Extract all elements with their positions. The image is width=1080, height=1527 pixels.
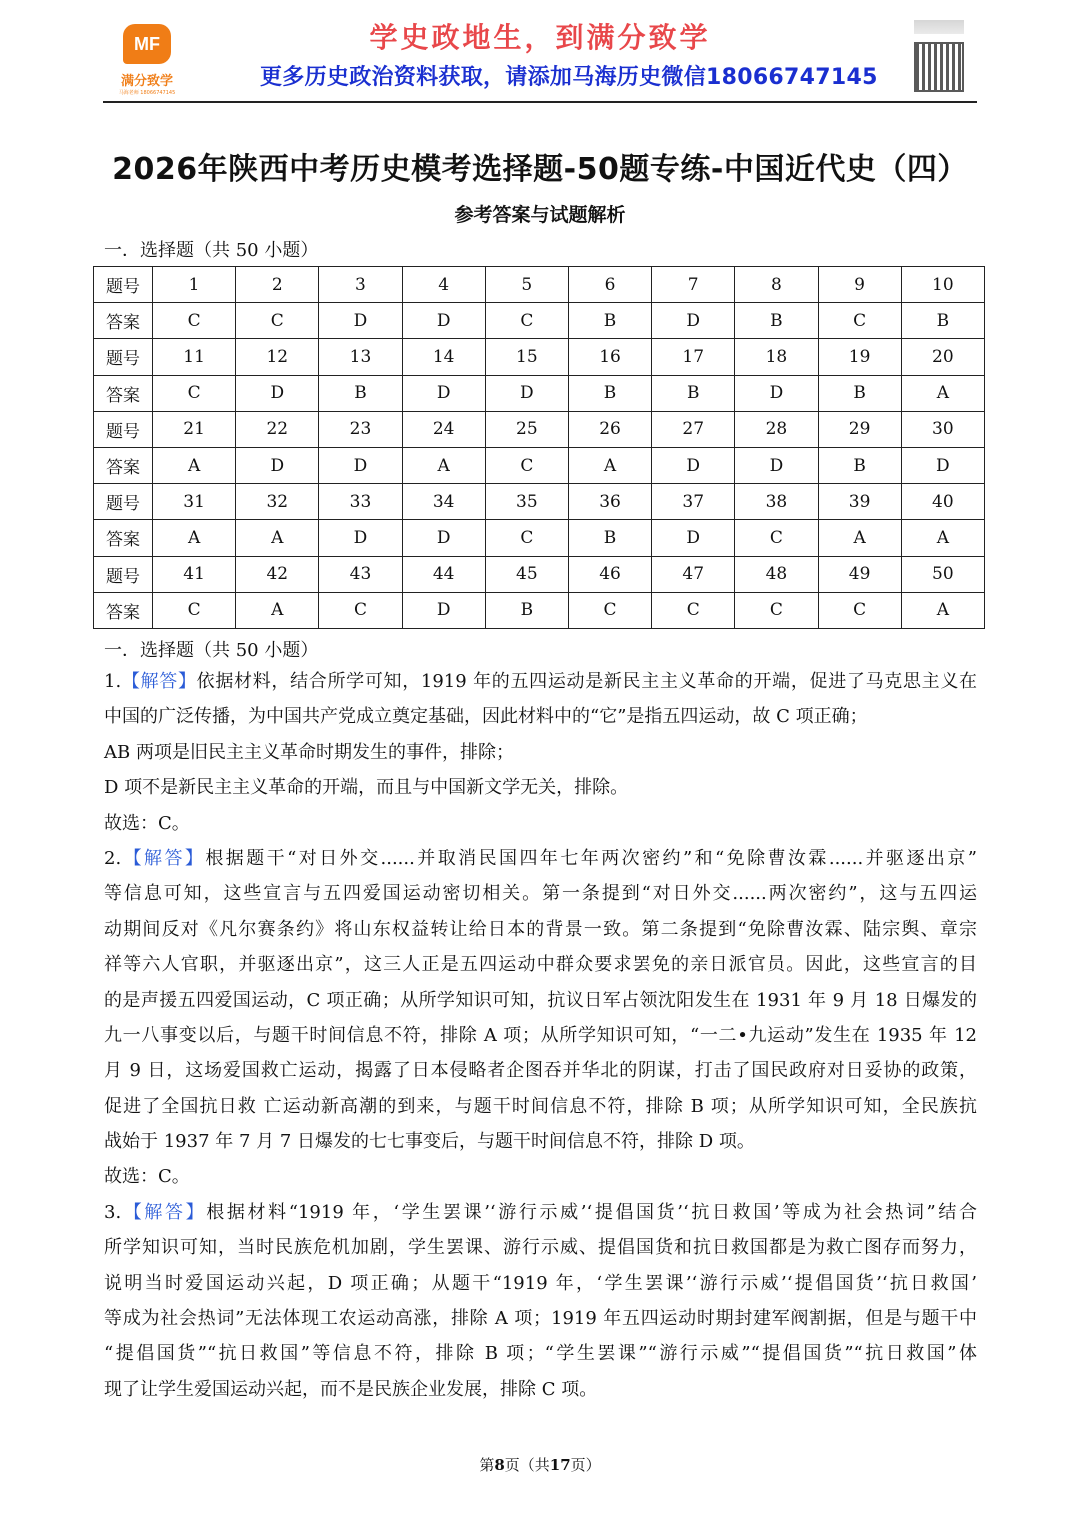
question-number-cell: 6 [568,267,651,303]
explanation-line [104,1336,977,1371]
question-number-cell: 16 [568,339,651,375]
header-slogan: 学史政地生，到满分致学 [369,21,711,54]
question-number-cell: 30 [901,411,984,447]
question-number-cell: 25 [485,411,568,447]
answer-cell: C [818,303,901,339]
question-number-cell: 22 [236,411,319,447]
explanation-text: 促进了全国抗日救 亡运动新高潮的到来，与题干时间信息不符，排除 B 项；从所学知识可知，全民族抗 [104,1095,977,1117]
question-number-cell: 50 [901,556,984,592]
table-row [94,303,985,339]
explanation-line [104,1124,977,1159]
question-number-cell: 28 [735,411,818,447]
answer-cell: D [652,447,735,483]
question-number-cell: 46 [568,556,651,592]
question-number-cell: 1 [153,267,236,303]
answer-tag: 【解答】 [121,847,206,869]
explanation-line [104,1159,977,1194]
explanation-text: 祥等六人官职，并驱逐出京”，这三人正是五四运动中群众要求罢免的亲日派官员。因此，这些宣言的目 [104,954,977,976]
answer-tag: 【解答】 [121,1201,207,1223]
answer-cell: B [652,375,735,411]
answer-cell: C [485,520,568,556]
answer-cell: D [735,447,818,483]
explanation-line [104,1195,977,1230]
header-divider [103,101,977,103]
answer-cell: C [735,520,818,556]
question-number-cell: 15 [485,339,568,375]
question-number-cell: 44 [402,556,485,592]
document-subtitle: 参考答案与试题解析 [454,204,626,226]
answer-cell: D [652,520,735,556]
explanation-text: 月 9 日，这场爱国救亡运动，揭露了日本侵略者企图吞并华北的阴谋，打击了国民政府对日妥协的政策， [104,1060,977,1082]
explanation-line [104,735,977,770]
question-number-cell: 29 [818,411,901,447]
brand-logo [112,24,182,96]
answer-cell: D [236,447,319,483]
answer-cell: B [818,447,901,483]
row-label: 题号 [94,411,153,447]
explanation-text: “提倡国货”“抗日救国”等信息不符，排除 B 项；“学生罢课”“游行示威”“提倡国货”“抗日救国”体 [104,1343,977,1365]
question-number-cell: 31 [153,484,236,520]
table-row [94,267,985,303]
answer-cell: D [319,520,402,556]
explanation-line [104,1053,977,1088]
row-label: 答案 [94,592,153,628]
question-number-cell: 38 [735,484,818,520]
explanation-line [104,1089,977,1124]
page-footer [0,1454,1080,1475]
answer-cell: A [236,592,319,628]
table-row [94,447,985,483]
answer-cell: C [818,592,901,628]
answer-cell: C [568,592,651,628]
question-number-cell: 13 [319,339,402,375]
explanation-line [104,806,977,841]
explanation-line [104,770,977,805]
explanation-line [104,1018,977,1053]
answer-cell: B [485,592,568,628]
answer-cell: B [568,375,651,411]
question-number-cell: 33 [319,484,402,520]
question-number-cell: 14 [402,339,485,375]
qr-caption [914,20,964,34]
answer-cell: C [236,303,319,339]
answer-tag: 【解答】 [121,671,197,692]
explanation-text: 故选：C。 [104,1166,190,1188]
explanation-text: 所学知识可知，当时民族危机加剧，学生罢课、游行示威、提倡国货和抗日救国都是为救亡图存而努力， [104,1237,977,1259]
answer-cell: A [153,447,236,483]
explanation-line [104,912,977,947]
explanation-line [104,876,977,911]
question-number-cell: 21 [153,411,236,447]
question-number-cell: 36 [568,484,651,520]
answer-cell: A [236,520,319,556]
question-number-cell: 43 [319,556,402,592]
explanation-text: 根据材料“1919 年，‘学生罢课’‘游行示威’‘提倡国货’‘抗日救国’等成为社会热词”结合 [206,1201,977,1223]
explanation-text: 故选：C。 [104,812,190,834]
answer-cell: D [236,375,319,411]
answer-cell: D [652,303,735,339]
answer-cell: C [153,303,236,339]
answer-cell: C [735,592,818,628]
question-number-cell: 7 [652,267,735,303]
answer-cell: B [735,303,818,339]
answer-cell: D [901,447,984,483]
question-number-cell: 3 [319,267,402,303]
question-number-cell: 24 [402,411,485,447]
explanation-line [104,664,977,699]
document-title: 2026年陕西中考历史模考选择题-50题专练-中国近代史（四） [112,152,968,187]
question-number-cell: 49 [818,556,901,592]
explanation-text: 战始于 1937 年 7 月 7 日爆发的七七事变后，与题干时间信息不符，排除 D 项。 [104,1131,755,1153]
qr-code-icon [914,42,964,92]
explanation-text: D 项不是新民主主义革命的开端，而且与中国新文学无关，排除。 [104,777,629,799]
explanation-text: 等信息可知，这些宣言与五四爱国运动密切相关。第一条提到“对日外交......两次密约”，这与五四运 [104,883,977,905]
logo-name: 满分致学 [120,74,173,89]
footer-text: 第 [479,1456,495,1474]
explanation-text: 的是声援五四爱国运动，C 项正确；从所学知识可知，抗议日军占领沈阳发生在 1931 年 9 月 18 日爆发的 [104,989,977,1011]
table-row [94,375,985,411]
question-number-cell: 27 [652,411,735,447]
section-heading-2: 一．选择题（共 50 小题） [104,640,319,661]
question-number-cell: 5 [485,267,568,303]
question-number-cell: 8 [735,267,818,303]
explanation-line [104,841,977,876]
answer-cell: B [568,520,651,556]
explanation-text: 动期间反对《凡尔赛条约》将山东权益转让给日本的背景一致。第二条提到“免除曹汝霖、陆宗舆、章宗 [104,918,977,940]
answer-cell: A [153,520,236,556]
explanation-line [104,1372,977,1407]
answer-cell: A [901,375,984,411]
row-label: 题号 [94,556,153,592]
answer-cell: A [568,447,651,483]
question-number: 3. [104,1201,122,1223]
question-number-cell: 23 [319,411,402,447]
question-number-cell: 42 [236,556,319,592]
answer-cell: D [735,375,818,411]
question-number-cell: 19 [818,339,901,375]
row-label: 答案 [94,303,153,339]
answer-cell: D [402,592,485,628]
explanation-text: 等成为社会热词”无法体现工农运动高涨，排除 A 项；1919 年五四运动时期封建军阀割据，但是与题干中 [104,1308,977,1330]
question-number-cell: 2 [236,267,319,303]
explanations [104,664,977,1407]
answer-cell: D [402,520,485,556]
answer-cell: C [485,447,568,483]
question-number-cell: 37 [652,484,735,520]
row-label: 答案 [94,375,153,411]
explanation-text: 依据材料，结合所学可知，1919 年的五四运动是新民主主义革命的开端，促进了马克思主义在 [196,671,977,692]
question-number-cell: 48 [735,556,818,592]
table-row [94,484,985,520]
question-number-cell: 40 [901,484,984,520]
explanation-text: 中国的广泛传播，为中国共产党成立奠定基础，因此材料中的“它”是指五四运动，故 C 项正确； [104,706,868,728]
question-number-cell: 17 [652,339,735,375]
question-number-cell: 39 [818,484,901,520]
explanation-text: 九一八事变以后，与题干时间信息不符，排除 A 项；从所学知识可知，“一二•九运动”发生在 1935 年 12 [104,1024,977,1046]
question-number-cell: 34 [402,484,485,520]
question-number-cell: 26 [568,411,651,447]
answer-cell: B [319,375,402,411]
answer-cell: A [402,447,485,483]
question-number-cell: 9 [818,267,901,303]
answer-cell: C [485,303,568,339]
explanation-line [104,947,977,982]
footer-text: 页（共 [504,1456,550,1474]
row-label: 题号 [94,339,153,375]
row-label: 题号 [94,267,153,303]
explanation-text: AB 两项是旧民主主义革命时期发生的事件，排除； [104,741,514,763]
explanation-text: 说明当时爱国运动兴起，D 项正确；从题干“1919 年，‘学生罢课’‘游行示威’‘提倡国货’‘抗日救国’ [104,1272,977,1294]
answer-cell: D [319,303,402,339]
answer-cell: A [818,520,901,556]
row-label: 答案 [94,520,153,556]
explanation-text: 现了让学生爱国运动兴起，而不是民族企业发展，排除 C 项。 [104,1378,598,1400]
answer-cell: B [568,303,651,339]
question-number-cell: 47 [652,556,735,592]
row-label: 题号 [94,484,153,520]
total-pages: 17 [549,1456,571,1474]
answer-cell: C [153,375,236,411]
table-row [94,411,985,447]
question-number-cell: 20 [901,339,984,375]
question-number-cell: 4 [402,267,485,303]
table-row [94,520,985,556]
question-number-cell: 11 [153,339,236,375]
answer-cell: A [901,520,984,556]
question-number: 1. [104,671,122,692]
answer-cell: D [485,375,568,411]
header-contact: 更多历史政治资料获取，请添加马海历史微信18066747145 [260,65,878,90]
question-number-cell: 45 [485,556,568,592]
explanation-line [104,699,977,734]
answer-cell: A [901,592,984,628]
answer-cell: D [402,303,485,339]
row-label: 答案 [94,447,153,483]
answer-cell: C [153,592,236,628]
explanation-line [104,1230,977,1265]
answer-table [93,266,985,629]
answer-cell: D [319,447,402,483]
table-row [94,592,985,628]
question-number-cell: 12 [236,339,319,375]
table-row [94,339,985,375]
logo-badge: MF [123,24,171,64]
question-number: 2. [104,847,122,869]
footer-text: 页） [570,1456,601,1474]
explanation-line [104,983,977,1018]
explanation-line [104,1301,977,1336]
answer-cell: C [652,592,735,628]
answer-cell: D [402,375,485,411]
logo-subtitle: 马海老师 18066747145 [118,90,176,96]
explanation-line [104,1266,977,1301]
explanation-text: 根据题干“对日外交......并取消民国四年七年两次密约”和“免除曹汝霖......并驱逐出京” [205,847,977,869]
answer-cell: B [901,303,984,339]
table-row [94,556,985,592]
question-number-cell: 32 [236,484,319,520]
section-heading: 一．选择题（共 50 小题） [104,240,319,261]
question-number-cell: 41 [153,556,236,592]
answer-cell: B [818,375,901,411]
page-number: 8 [494,1456,505,1474]
question-number-cell: 35 [485,484,568,520]
answer-cell: C [319,592,402,628]
question-number-cell: 18 [735,339,818,375]
question-number-cell: 10 [901,267,984,303]
